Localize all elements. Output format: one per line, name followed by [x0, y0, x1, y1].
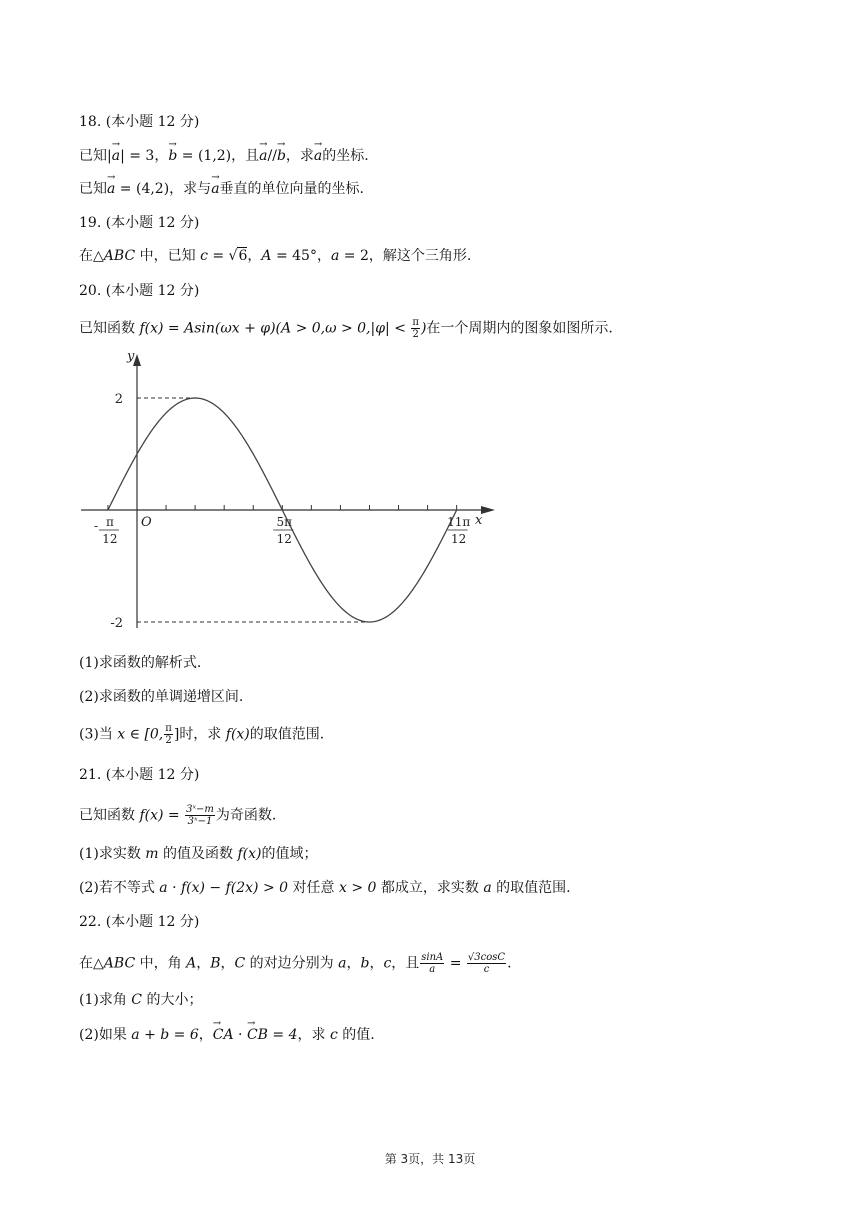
x-tick-num: 5π — [276, 515, 293, 529]
q18-header: 18. (本小题 12 分) — [79, 114, 200, 130]
q20-part3: (3)当 x ∈ [0, $\frac{\pi}{2}$ ]时，求 f(x)的取值范围. — [79, 723, 325, 746]
q19-text: 在△ABC 中，已知 c = √6，A = 45°，a = 2，解这个三角形. — [79, 248, 472, 264]
q18-line2: 已知→ a = (4,2)，求与→ a垂直的单位向量的坐标. — [79, 179, 364, 199]
q20-intro: 已知函数 f(x) = Asin(ωx + φ)(A > 0,ω > 0,|φ| < $\frac{\pi}{2}$ )在一个周期内的图象如图所示. — [79, 317, 613, 340]
x-tick-den: 12 — [451, 532, 467, 546]
x-tick-den: 12 — [102, 532, 118, 546]
y-tick-label: -2 — [110, 616, 123, 631]
q20-part2: (2)求函数的单调递增区间. — [79, 689, 244, 705]
q21-intro: 已知函数 f(x) = $\frac{\text{3ˣ−m}}{\text{3ˣ−1}}$ 为奇函数. — [79, 804, 277, 827]
q20-header: 20. (本小题 12 分) — [79, 283, 200, 299]
y-axis-label: y — [127, 352, 135, 364]
q22-header: 22. (本小题 12 分) — [79, 914, 200, 930]
q22-part2: (2)如果 a + b = 6，→ CA · → CB = 4，求 c 的值. — [79, 1025, 375, 1045]
x-axis-arrow — [481, 506, 495, 514]
q21-header: 21. (本小题 12 分) — [79, 767, 200, 783]
origin-label: O — [141, 515, 152, 530]
x-tick-num: π — [105, 515, 114, 529]
q22-part1: (1)求角 C 的大小； — [79, 992, 203, 1008]
x-tick-num: 11π — [447, 515, 471, 529]
q20-part1: (1)求函数的解析式. — [79, 655, 202, 671]
sine-graph — [79, 352, 499, 642]
x-axis-label: x — [475, 513, 483, 528]
q19-header: 19. (本小题 12 分) — [79, 215, 200, 231]
page-footer: 第 3页，共 13页 — [384, 1152, 476, 1166]
y-tick-label: 2 — [114, 392, 123, 407]
q21-part1: (1)求实数 m 的值及函数 f(x)的值域； — [79, 846, 318, 862]
q18-line1: 已知|→ a| = 3，→ b = (1,2)，且→ a//→ b，求→ a的坐标. — [79, 146, 369, 166]
x-tick-sign: - — [93, 519, 99, 533]
x-tick-den: 12 — [276, 532, 292, 546]
q22-intro: 在△ABC 中，角 A，B，C 的对边分别为 a，b，c，且 $\frac{\sin A}{a}$ = $\frac{√3\cos C}{c}$ . — [79, 952, 512, 975]
q21-part2: (2)若不等式 a · f(x) − f(2x) > 0 对任意 x > 0 都成立，求实数 a 的取值范围. — [79, 880, 571, 896]
